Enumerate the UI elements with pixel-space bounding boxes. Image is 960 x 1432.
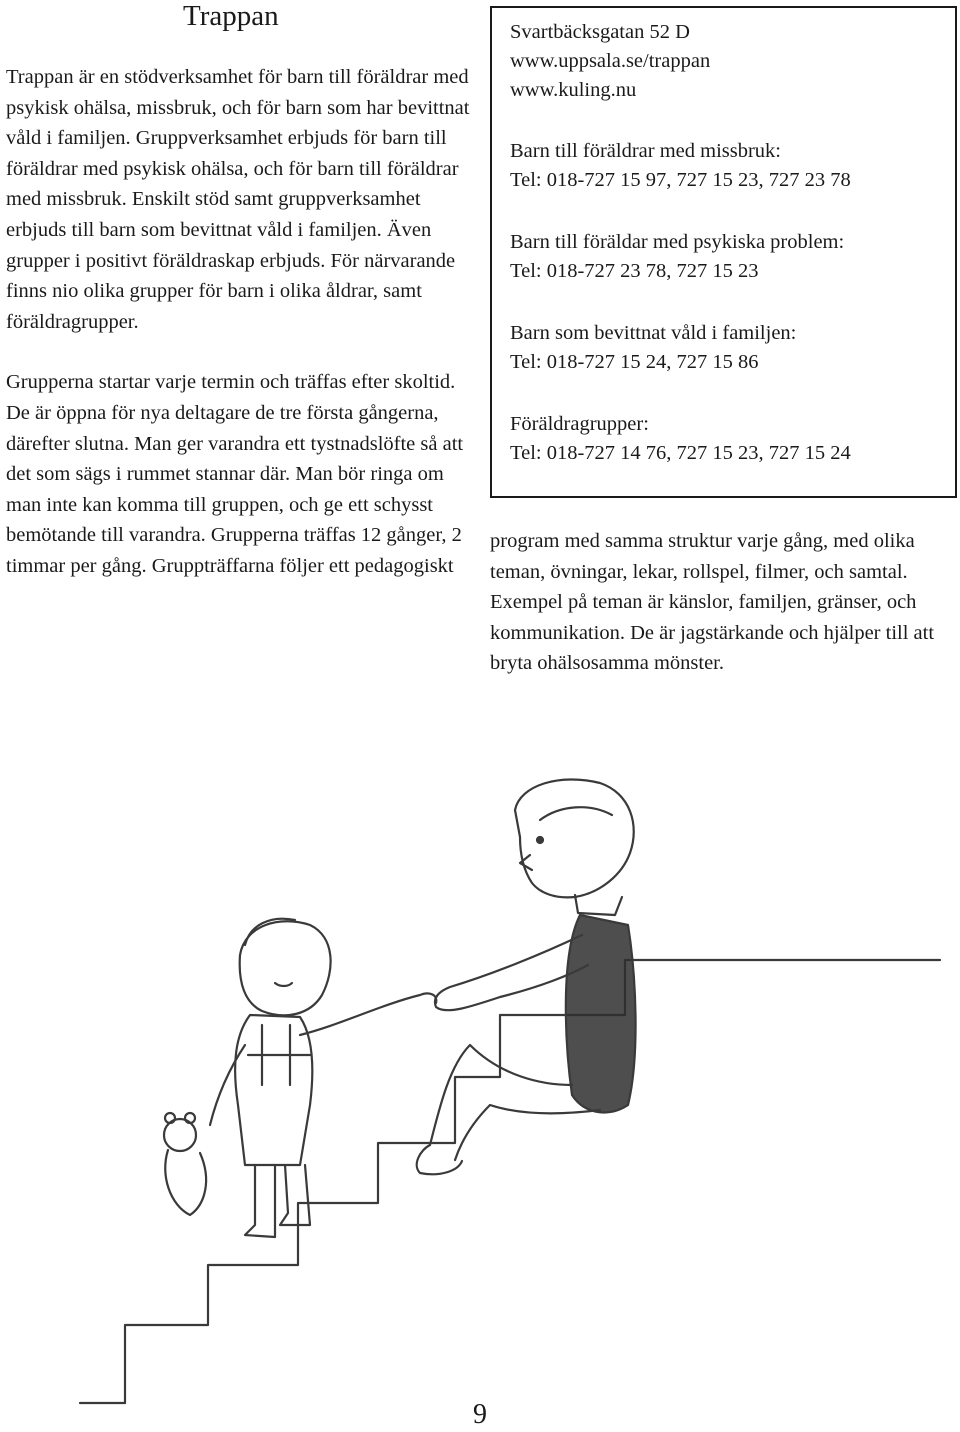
contact-group-heading: Föräldragrupper: xyxy=(510,413,649,435)
groups-paragraph: Grupperna startar varje termin och träffas efter skoltid. De är öppna för nya deltagare de tre första gångerna, därefter slutna. Man ger varandra ett tystnadslöfte så att det som sägs i rummet stannar där. Man bör ringa om man inte kan komma till gruppen, och ge ett schysst bemötande till varandra. Grupperna träffas 12 gånger, 2 timmar per gång. Gruppträffarna följer ett pedagogiskt xyxy=(6,371,464,577)
contact-group-heading: Barn som bevittnat våld i familjen: xyxy=(510,322,797,344)
adult-figure-drawing xyxy=(417,779,636,1174)
contact-group-phones: Tel: 018-727 15 97, 727 15 23, 727 23 78 xyxy=(510,169,851,191)
contact-group-phones: Tel: 018-727 23 78, 727 15 23 xyxy=(510,260,759,282)
page-title: Trappan xyxy=(183,0,279,32)
website-link-kuling[interactable]: www.kuling.nu xyxy=(510,79,637,101)
contact-group xyxy=(510,319,955,377)
contact-group-heading: Barn till föräldrar med missbruk: xyxy=(510,140,781,162)
intro-paragraph: Trappan är en stödverksamhet för barn till föräldrar med psykisk ohälsa, missbruk, och för barn som har bevittnat våld i familjen. Gruppverksamhet erbjuds för barn till föräldrar med psykisk ohälsa, och för barn till föräldrar med missbruk. Enskilt stöd samt gruppverksamhet erbjuds till barn som bevittnat våld i familjen. Även grupper i positivt föräldraskap erbjuds. För närvarande finns nio olika grupper för barn i olika åldrar, samt föräldragrupper. xyxy=(6,66,470,333)
page-number: 9 xyxy=(473,1399,487,1430)
contact-group-phones: Tel: 018-727 15 24, 727 15 86 xyxy=(510,351,759,373)
stairs-illustration xyxy=(0,725,960,1405)
contact-group xyxy=(510,228,955,286)
program-paragraph: program med samma struktur varje gång, med olika teman, övningar, lekar, rollspel, filmer, och samtal. Exempel på teman är känslor, familjen, gränser, och kommunikation. De är jagstärkande och hjälper till att bryta ohälsosamma mönster. xyxy=(490,530,935,675)
contact-box xyxy=(490,6,957,498)
website-link-uppsala[interactable]: www.uppsala.se/trappan xyxy=(510,50,711,72)
staircase-drawing xyxy=(80,960,940,1403)
address: Svartbäcksgatan 52 D xyxy=(510,21,690,43)
intro-text-column xyxy=(6,62,471,582)
contact-group xyxy=(510,137,955,195)
contact-group-phones: Tel: 018-727 14 76, 727 15 23, 727 15 24 xyxy=(510,442,851,464)
child-figure-drawing xyxy=(164,919,436,1237)
contact-group-heading: Barn till föräldar med psykiska problem: xyxy=(510,231,845,253)
contact-group xyxy=(510,410,955,468)
